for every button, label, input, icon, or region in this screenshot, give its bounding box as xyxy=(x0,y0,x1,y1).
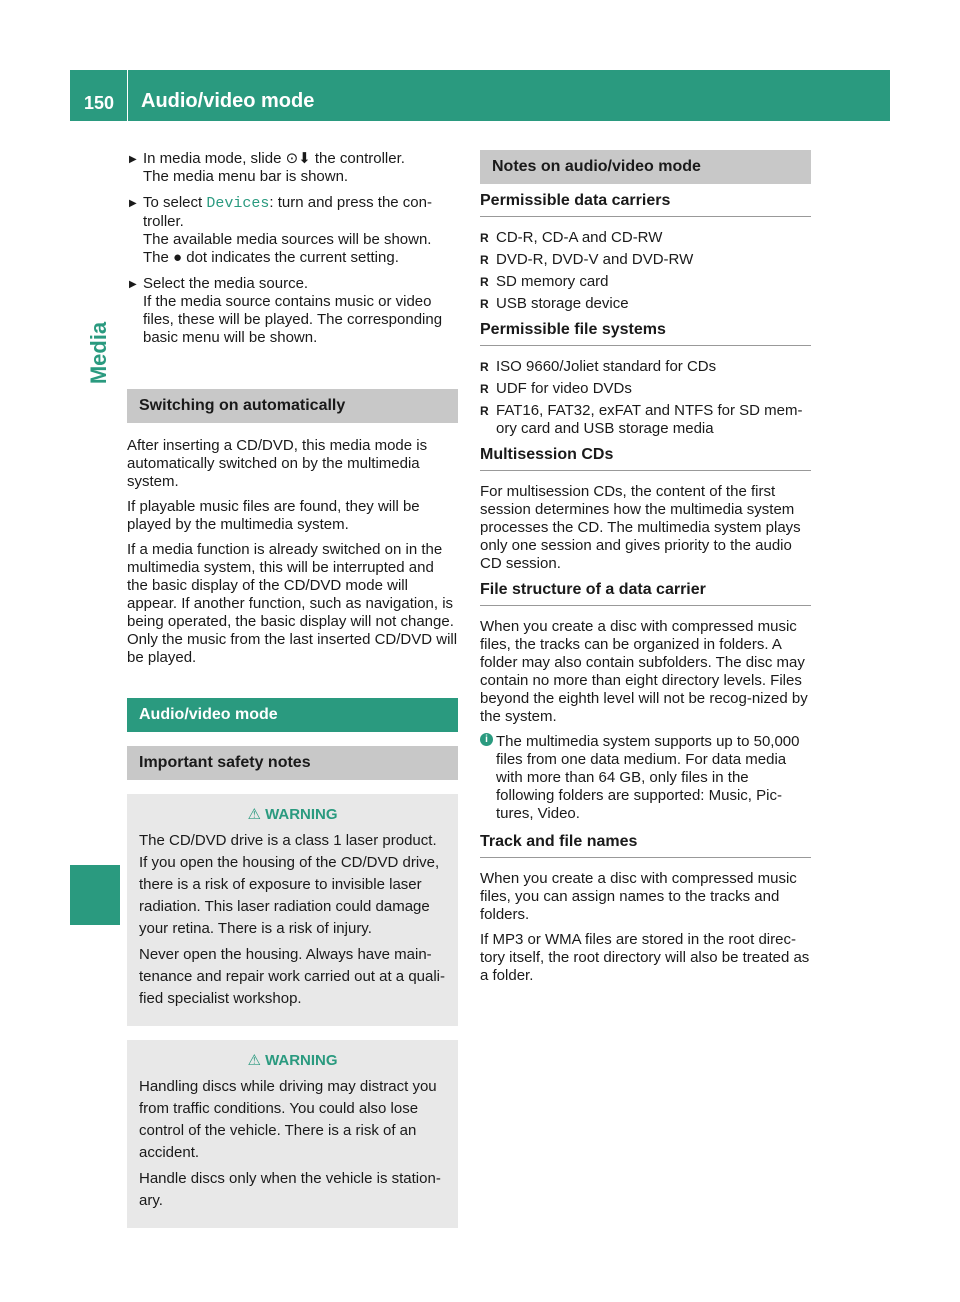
page-number: 150 xyxy=(84,93,115,113)
side-tab-marker xyxy=(70,865,120,925)
warning-icon: ⚠ xyxy=(247,806,266,823)
step-2: ▶ To select Devices: turn and press the con-troller. The available media sources will be shown. The ● dot indicates the current setting. xyxy=(127,194,458,267)
names-p2: If MP3 or WMA files are stored in the root direc-tory itself, the root directory will also be treated as a folder. xyxy=(480,931,810,984)
list-item: R ISO 9660/Joliet standard for CDs xyxy=(480,358,811,376)
warning-icon: ⚠ xyxy=(247,1052,266,1069)
subhead-carriers: Permissible data carriers xyxy=(480,192,811,217)
chapter-title: Audio/video mode xyxy=(141,90,315,112)
list-item: R DVD-R, DVD-V and DVD-RW xyxy=(480,251,811,269)
right-column xyxy=(480,150,811,992)
names-p1: When you create a disc with compressed music files, you can assign names to the tracks and folders. xyxy=(480,870,797,923)
switching-p1: After inserting a CD/DVD, this media mode is automatically switched on by the multimedia system. xyxy=(127,437,428,490)
section-safety: Important safety notes xyxy=(127,746,458,780)
list-item: R UDF for video DVDs xyxy=(480,380,811,398)
step-3: ▶ Select the media source. If the media source contains music or video files, these will be played. The corresponding basic menu will be shown. xyxy=(127,275,458,347)
info-icon: i xyxy=(480,733,493,746)
structure-p1: When you create a disc with compressed music files, the tracks can be organized in folders. A folder may also contain subfolders. The disc may contain no more than eight directory levels. Files beyond the eighth level will not be recog-nized by the system. xyxy=(480,618,808,725)
left-column xyxy=(127,150,458,1242)
list-item: R SD memory card xyxy=(480,273,811,291)
switching-p2: If playable music files are found, they will be played by the multimedia system. xyxy=(127,498,420,533)
controller-slide-icon: ⊙⬇ xyxy=(285,150,311,167)
list-item: R FAT16, FAT32, exFAT and NTFS for SD mem-ory card and USB storage media xyxy=(480,402,811,438)
section-switching: Switching on automatically xyxy=(127,389,458,423)
header-divider xyxy=(127,70,128,121)
subhead-filesystems: Permissible file systems xyxy=(480,321,811,346)
step-1: ▶ In media mode, slide ⊙⬇ the controller. The media menu bar is shown. xyxy=(127,150,458,186)
switching-p3: If a media function is already switched on in the multimedia system, this will be interrupted and the basic display of the CD/DVD mode will appear. If another function, such as navigation, is being operated, the basic display will not change. Only the music from the last inserted CD/DVD will be played. xyxy=(127,541,458,666)
dot-icon: ● xyxy=(173,249,183,266)
info-note: i The multimedia system supports up to 50,000 files from one data medium. For data media with more than 64 GB, only files in the following folders are supported: Music, Pic-tures, Video. xyxy=(480,733,811,823)
subhead-names: Track and file names xyxy=(480,833,811,858)
warning-box-laser: ⚠ WARNING The CD/DVD drive is a class 1 laser product. If you open the housing of the CD/DVD drive, there is a risk of exposure to invisible laser radiation. This laser radiation could damage your retina. There is a risk of injury. Never open the housing. Always have main-tenance and repair work carried out at a quali-fied specialist workshop. xyxy=(127,794,458,1026)
side-tab xyxy=(84,298,114,408)
section-notes: Notes on audio/video mode xyxy=(480,150,811,184)
side-tab-label: Media xyxy=(86,321,111,385)
section-av-mode: Audio/video mode xyxy=(127,698,458,732)
subhead-structure: File structure of a data carrier xyxy=(480,581,811,606)
list-item: R CD-R, CD-A and CD-RW xyxy=(480,229,811,247)
devices-menu-item: Devices xyxy=(206,195,270,212)
multisession-p1: For multisession CDs, the content of the first session determines how the multimedia system processes the CD. The multimedia system plays only one session and gives priority to the audio CD session. xyxy=(480,483,801,572)
list-item: R USB storage device xyxy=(480,295,811,313)
warning-box-driving: ⚠ WARNING Handling discs while driving may distract you from traffic conditions. You could also lose control of the vehicle. There is a risk of an accident. Handle discs only when the vehicle is station-ary. xyxy=(127,1040,458,1228)
subhead-multisession: Multisession CDs xyxy=(480,446,811,471)
